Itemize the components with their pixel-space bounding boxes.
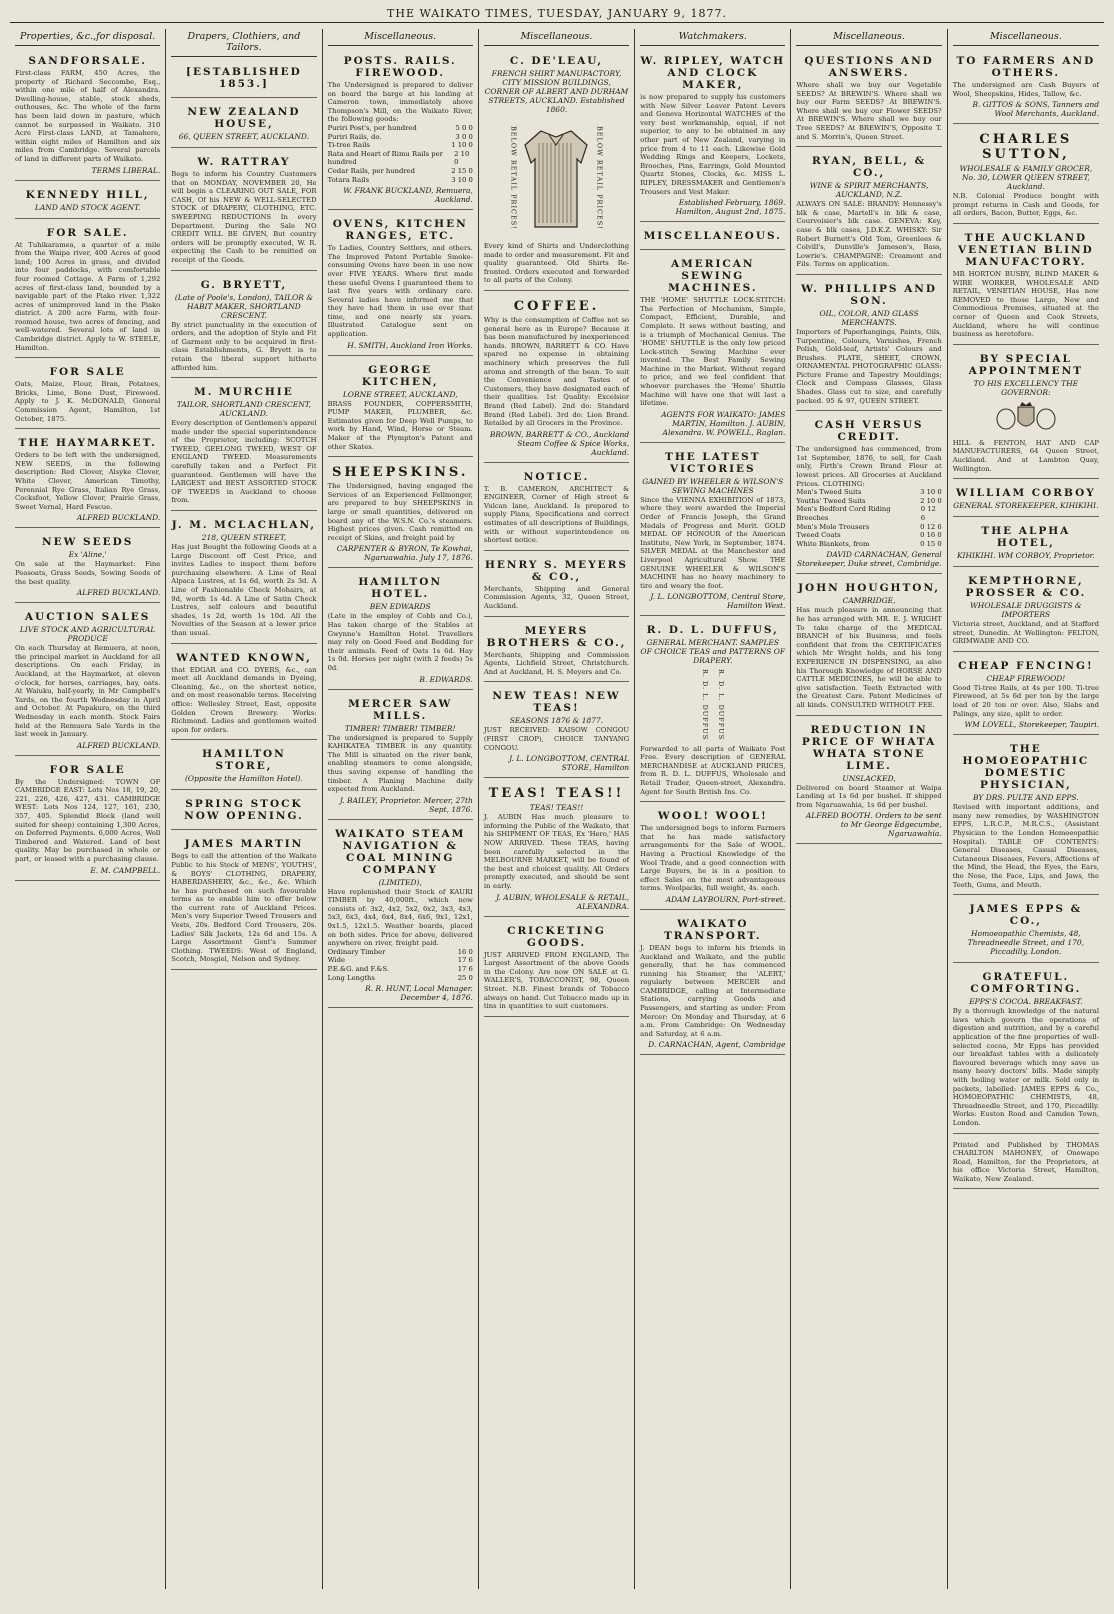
ad-body: Importers of Paperhangings, Paints, Oils, Turpentine, Colours, Varnishes, French Polish, Gold-leaf, Artists' Colours and Brushes. PLATE, SHEET, CROWN, ORNAMENTAL PHOTOGRAPHIC GLASS: Picture Frame and Tapestry Mouldings; Clock and Compass Glasses, Glass Shades. Glass cut to size, and carefully packed. 95 & 97, QUEEN STREET. xyxy=(796,327,942,405)
price-value: 0 12 6 xyxy=(920,505,936,522)
ad-signature: E. M. CAMPBELL. xyxy=(90,865,161,875)
ad-signature: W. FRANK BUCKLAND, Remuera, Auckland. xyxy=(343,186,473,205)
ad-title: WOOL! WOOL! xyxy=(657,810,768,823)
price-row xyxy=(328,948,473,957)
advertisement xyxy=(796,577,941,715)
advertisement xyxy=(796,50,941,147)
price-value: 17 6 xyxy=(457,965,473,974)
ad-title: THE HAYMARKET. xyxy=(18,437,157,450)
ad-title: M. MURCHIE xyxy=(194,386,294,399)
price-value: 5 0 0 xyxy=(455,123,473,132)
ad-subtitle: (LIMITED), xyxy=(378,877,422,887)
price-item: Totara Rails xyxy=(327,175,370,184)
price-value: 0 15 0 xyxy=(920,539,942,548)
ad-signature: TERMS LIBERAL. xyxy=(91,165,161,175)
price-item: Long Lengths xyxy=(327,973,375,982)
price-item: P.E.&G. and F.&S. xyxy=(327,965,389,974)
ad-title: FOR SALE xyxy=(49,763,126,776)
ad-body: The undersigned begs to inform Farmers that he has made satisfactory arrangements for the Sale of WOOL. Having a Practical Knowledge of the Wool Trade, and a good connection with Large Buyers, he is in a position to effect Sales on the most advantageous terms. Woolpacks, full weight, 4s. each. xyxy=(640,824,786,893)
advertisement xyxy=(328,50,473,210)
ad-subtitle: (Opposite the Hamilton Hotel). xyxy=(185,774,303,784)
ad-body: Merchants, Shipping and Commission Agents, Lichfield Street, Christchurch. And at Auckland, H. S. Meyers and Co. xyxy=(483,650,630,676)
ad-title: WAIKATO STEAM NAVIGATION & COAL MINING COMPANY xyxy=(335,827,466,876)
ad-title: AMERICAN SEWING MACHINES. xyxy=(668,258,758,295)
royal-crest-icon xyxy=(986,401,1066,435)
advertisement xyxy=(171,61,316,98)
ad-title: W. RATTRAY xyxy=(197,156,291,168)
ad-body: that EDGAR and CO. DYERS, &c., can meet all Auckland demands in Dyeing, Cleaning, &c., on the shortest notice, and on most reasonable terms. Receiving office: Wellesley Street, East, opposite Golden Crown Brewery. Works: Richmond. Ladies and gentlemen waited upon for orders. xyxy=(171,665,317,734)
advertisement xyxy=(640,50,785,222)
ad-body: By strict punctuality in the execution of orders, and the adoption of Style and Fit of Garment only to be acquired in first-class Establishments, G. Bryett is to retain the liberal support hitherto afforded him. xyxy=(171,320,317,372)
price-item: Ordinary Timber xyxy=(327,947,386,956)
ad-body: Merchants, Shipping and General Commission Agents, 32, Queen Street, Auckland. xyxy=(483,584,630,611)
ad-title: GEORGE KITCHEN, xyxy=(361,363,439,388)
ad-subtitle: FRENCH SHIRT MANUFACTORY, CITY MISSION BUILDINGS, CORNER OF ALBERT AND DURHAM STREETS, AUCKLAND. Established 1860. xyxy=(484,69,629,114)
price-value: 25 0 xyxy=(457,973,473,982)
ad-signature: B. EDWARDS. xyxy=(419,674,473,684)
ad-subtitle: GAINED BY WHEELER & WILSON'S SEWING MACHINES xyxy=(642,476,784,495)
ad-signature: H. SMITH, Auckland Iron Works. xyxy=(347,340,473,350)
ad-title: REDUCTION IN PRICE OF WHATA WHATA STONE LIME. xyxy=(801,723,937,772)
price-value: 3 0 0 xyxy=(455,132,473,141)
ad-subtitle: WHOLESALE DRUGGISTS & IMPORTERS xyxy=(970,601,1082,620)
ad-subtitle: LIVE STOCK AND AGRICULTURAL PRODUCE xyxy=(19,625,156,644)
advertisement xyxy=(953,966,1099,1133)
price-value: 3 10 0 xyxy=(451,175,473,184)
ad-title: W. RIPLEY, WATCH AND CLOCK MAKER, xyxy=(640,55,786,91)
advertisement xyxy=(953,738,1099,895)
price-row xyxy=(796,523,941,532)
ad-title: RYAN, BELL, & CO., xyxy=(812,155,927,180)
advertisement xyxy=(328,823,473,1009)
ad-body: By the Undersigned: TOWN OF CAMBRIDGE EAST: Lots Nos 18, 19, 20, 221, 226, 426, 427, 431. CAMBRIDGE WEST: Lots Nos 124, 127, 161, 230, 357, 405. Splendid Block (land well suited for sheep) containing 1,300 Acres, on Deferred Payments. 6,000 Acres, Well Timbered and Watered. Land of best quality. May be purchased in whole or part, or leased with a purchasing clause. xyxy=(15,777,161,864)
ad-title: SANDFORSALE. xyxy=(28,55,147,67)
price-row xyxy=(328,141,473,150)
price-row xyxy=(328,965,473,974)
advertisement xyxy=(796,150,941,275)
ad-body: J. AUBIN Has much pleasure to informing the Public of the Waikato, that his SHIPMENT OF TEAS, Ex 'Hero,' HAS NOW ARRIVED. These TEAS, having been carefully selected in the MELBOURNE MARKET, will be found of the best and choicest quality. All Orders promptly executed, and should be sent in early. xyxy=(483,813,630,890)
column-header: Miscellaneous. xyxy=(328,29,473,46)
ad-title: TO FARMERS AND OTHERS. xyxy=(956,55,1096,79)
price-row xyxy=(328,150,473,167)
ad-signature: ADAM LAYBOURN, Port-street. xyxy=(665,894,786,904)
ad-title: AUCTION SALES xyxy=(24,611,151,624)
ad-body: Has much pleasure in announcing that he has arranged with MR. E. J. WRIGHT To take charge of the MEDICAL BRANCH of his Business, and feels confident that from the CERTIFICATES which Mr Wright holds, and his long EXPERIENCE IN DISPENSING, as also his Thorough Knowledge of HORSE AND CATTLE MEDICINES, he will be able to give satisfaction. Teeth Extracted with the Greatest Care. Patent Medicines of all kinds. CONSULTED WITHOUT FEE. xyxy=(796,606,942,709)
ad-body: Where shall we buy our Vegetable SEEDS? At BREWIN'S. Where shall we buy our Farm SEEDS? At BREWIN'S. Where shall we buy our Flower SEEDS? At BREWIN'S. Where shall we buy our Tree SEEDS? At BREWIN'S, Opposite T. and S. Morrin's, Queen Street. xyxy=(796,81,942,141)
price-row xyxy=(328,124,473,133)
ad-title: MISCELLANEOUS. xyxy=(643,230,782,243)
price-row xyxy=(796,531,941,540)
ad-subtitle: BEN EDWARDS xyxy=(369,602,431,612)
ad-signature: DAVID CARNACHAN, General Storekeeper, Duke street, Cambridge. xyxy=(796,550,942,569)
advertisement xyxy=(953,127,1099,224)
ad-subtitle: WHOLESALE & FAMILY GROCER, No. 30, LOWER QUEEN STREET, Auckland. xyxy=(959,164,1093,192)
price-item: Puriri Post's, per hundred xyxy=(327,123,417,132)
ad-title: HENRY S. MEYERS & CO., xyxy=(484,558,628,583)
ad-body: Forwarded to all parts of Waikato Post Free. Every description of GENERAL MERCHANDISE at AUCKLAND PRICES, from R. D. L. DUFFUS, Wholesale and Retail Trader, Queen-street, Alexandra. Agent for South British Ins. Co. xyxy=(640,744,786,796)
ad-body: The Undersigned, having engaged the Services of an Experienced Fellmonger, are prepared to buy SHEEPSKINS in large or small quantities, delivered on board any of the W.S.N. Co.'s steamers. Highest prices given. Cash remitted on receipt of Skins, and freight paid by xyxy=(327,482,473,542)
ad-title: J. M. MCLACHLAN, xyxy=(171,519,317,532)
advertisement xyxy=(953,227,1099,345)
ad-title: POSTS. RAILS. FIREWOOD. xyxy=(343,55,457,79)
ad-title: [ESTABLISHED 1853.] xyxy=(186,66,302,90)
advertisement xyxy=(953,520,1099,567)
advertisement xyxy=(640,446,785,617)
advertisement xyxy=(15,184,160,219)
ad-title: CRICKETING GOODS. xyxy=(507,924,606,949)
ad-signature: CARPENTER & BYRON, Te Kowhai, Ngaruawahia. July 17, 1876. xyxy=(336,544,473,563)
column-7 xyxy=(948,29,1104,1589)
ad-signature: J. L. LONGBOTTOM, CENTRAL STORE, Hamilton xyxy=(509,754,630,773)
ad-title: NOTICE. xyxy=(523,470,590,483)
ad-body: MR HORTON BUSBY, BLIND MAKER & WIRE WORKER, WHOLESALE AND RETAIL, VENETIAN HOUSE, Has now REMOVED to those Large, New and Commodious Premises, situated at the corner of Queen and Cook Streets, Auckland, where he will continue business as heretofore. xyxy=(952,269,1099,339)
column-header: Properties, &c.,for disposal. xyxy=(15,29,160,46)
price-value: 17 6 xyxy=(457,956,473,965)
price-item: Ti-tree Rails xyxy=(327,141,370,150)
price-item: Men's Mole Trousers xyxy=(796,522,870,531)
ad-body: (Late in the employ of Cobb and Co.), Has taken charge of the Stables at Gwynne's Hamilton Hotel. Travellers may rely on Good Feed and Bedding for their animals. Feed of Oats 1s 6d. Hay 1s 0d. Horses per night (with 2 feeds) 5s 0d. xyxy=(327,612,473,672)
ad-title: MEYERS BROTHERS & CO., xyxy=(486,624,627,649)
ad-title: THE ALPHA HOTEL, xyxy=(981,525,1071,550)
advertisement xyxy=(484,294,629,463)
ad-title: KEMPTHORNE, PROSSER & CO. xyxy=(965,575,1087,600)
price-value: 0 16 0 xyxy=(920,531,942,540)
ad-subtitle: WINE & SPIRIT MERCHANTS, AUCKLAND, N.Z. xyxy=(809,181,929,200)
ad-body: J. DEAN begs to inform his friends in Auckland and Waikato, and the public generally, that he has commenced running his Steamer, the 'ALERT,' regularly between MERCER and CAMBRIDGE, calling at Intermediate Stations, carrying Goods and Passengers, and starting as under: From Mercer: On Monday and Thursday, at 6 a.m. From Cambridge: On Wednesday and Saturday, at 6 a.m. xyxy=(640,943,786,1038)
column-header: Drapers, Clothiers, and Tailors. xyxy=(171,29,316,57)
ad-title: FOR SALE. xyxy=(46,226,129,239)
ad-title: C. DE'LEAU, xyxy=(509,55,604,67)
ad-subtitle: BY DRS. PULTE AND EPPS. xyxy=(973,793,1079,803)
advertisement xyxy=(953,482,1099,517)
ad-subtitle: Ex 'Aline,' xyxy=(68,550,107,560)
advertisement xyxy=(484,554,629,617)
ad-subtitle: OIL, COLOR, AND GLASS MERCHANTS. xyxy=(819,308,919,327)
ad-body: The Undersigned is prepared to deliver on board the barge at his landing at Cameron town, immediately above Thompson's Mill, on the Waikato River, the following goods: xyxy=(327,81,473,124)
columns xyxy=(10,29,1104,1589)
ad-body: Oats, Maize, Flour, Bran, Potatoes, Bricks, Lime, Bone Dust, Firewood. Apply to J. K. McDONALD, General Commission Agent, Hamilton, 1st October, 1875. xyxy=(15,380,161,423)
column-header: Miscellaneous. xyxy=(953,29,1099,46)
ad-title: WANTED KNOWN, xyxy=(176,651,312,664)
column-2 xyxy=(166,29,322,1589)
masthead: THE WAIKATO TIMES, TUESDAY, JANUARY 9, 1877. xyxy=(10,6,1104,23)
ad-title: NEW ZEALAND HOUSE, xyxy=(187,106,301,130)
advertisement xyxy=(953,50,1099,124)
price-value: 2 15 0 xyxy=(451,166,473,175)
ad-body: ALWAYS ON SALE: BRANDY: Hennessy's blk & case, Martell's in blk & case, Courvoisier's blk case. GENEVA: Key, case & blk cases, J.D.K.Z. WHISKY: Sir Robert Burnett's Old Tom, Greenlees & Colvill's, Dunville's Jameson's, Bass, Lowrie's. CHAMPAGNE: Creamont and Fils. Terms on application. xyxy=(796,200,942,269)
ad-subtitle: KIHIKIHI. WM CORBOY, Proprietor. xyxy=(956,551,1095,561)
ad-signature: J. BAILEY, Proprietor. Mercer, 27th Sept, 1876. xyxy=(339,795,473,814)
ad-title: NEW SEEDS xyxy=(41,536,134,549)
advertisement xyxy=(640,805,785,910)
ad-title: COFFEE. xyxy=(513,298,600,314)
advertisement xyxy=(484,466,629,551)
ad-body: Have replenished their Stock of KAURI TIMBER by 40,000ft., which now consists of: 3x2, 4x2, 5x2, 6x2, 3x3, 4x3, 5x3, 6x3, 4x4, 6x4, 8x4, 6x6, 9x1, 12x1, 9x1.5, 12x1.5. Weather boards, placed on both sides. Price for above, delivered anywhere on river, freight paid. xyxy=(327,887,473,948)
ad-title: BY SPECIAL APPOINTMENT xyxy=(968,352,1084,377)
ad-body: Has just Bought the following Goods at a Large Discount off Cost Price, and invites Ladies to inspect them before purchasing elsewhere. A Line of Real Alpaca Lustres, at 1s 6d, worth 2s 3d. A Line of Fashionable Check Mohairs, at 9d, worth 1s 4d. A Line of Satin Check Lustres, self colours and beautiful shades, 1s 2d, worth 1s 10d. All the Novelties of the Season at a lower price than usual. xyxy=(171,543,317,637)
advertisement xyxy=(484,920,629,1017)
ad-signature: ALFRED BUCKLAND. xyxy=(76,513,161,523)
ad-subtitle: TAILOR, SHORTLAND CRESCENT, AUCKLAND. xyxy=(176,400,312,419)
ad-subtitle: EPPS'S COCOA. BREAKFAST. xyxy=(969,997,1083,1007)
ad-signature: AGENTS FOR WAIKATO: JAMES MARTIN, Hamilton. J. AUBIN, Alexandra. W. POWELL, Raglan. xyxy=(661,409,786,437)
price-row xyxy=(328,133,473,142)
advertisement xyxy=(15,50,160,181)
ad-subtitle: 218, QUEEN STREET, xyxy=(201,533,287,543)
advertisement xyxy=(171,743,316,790)
ad-signature: ALFRED BUCKLAND. xyxy=(76,588,161,598)
advertisement xyxy=(953,1137,1099,1190)
ad-title: QUESTIONS AND ANSWERS. xyxy=(804,55,934,79)
advertisement xyxy=(953,655,1099,735)
advertisement xyxy=(15,432,160,528)
ad-title: JAMES MARTIN xyxy=(184,838,304,851)
price-item: Cedar Rails, per hundred xyxy=(327,166,415,175)
advertisement xyxy=(171,381,316,511)
ad-signature: J. L. LONGBOTTOM, Central Store, Hamilton West. xyxy=(650,592,786,611)
advertisement xyxy=(484,685,629,778)
advertisement xyxy=(171,151,316,271)
ad-signature: B. GITTOS & SONS, Tanners and Wool Merchants, Auckland. xyxy=(972,100,1099,119)
side-caption-row xyxy=(640,669,785,740)
ad-subtitle: LORNE STREET, AUCKLAND, xyxy=(342,389,458,399)
ad-body: Begs to inform his Country Customers that on MONDAY, NOVEMBER 20, He will begin a CLEARING OUT SALE, FOR CASH, Of his NEW & WELL-SELECTED STOCK of DRAPERY, CLOTHING, ETC. SWEEPING REDUCTIONS In every Department. During the Sale NO CREDIT WILL BE GIVEN, But country orders will be promptly executed, W. R. expecting the Cash to be remitted on receipt of the Goods. xyxy=(171,170,317,264)
ad-body: HILL & FENTON, HAT AND CAP MANUFACTURERS, 64 Queen Street, Auckland. And at Lambton Quay, Wellington. xyxy=(952,438,1099,473)
ad-body: N.B. Colonial Produce bought with prompt returns in Cash and Goods, for all orders, Bacon, Butter, Eggs, &c. xyxy=(952,192,1099,218)
advertisement xyxy=(796,278,941,411)
ad-title: R. D. L. DUFFUS, xyxy=(646,624,779,637)
price-row xyxy=(796,497,941,506)
ad-body: To Ladies, Country Settlers, and others. The Improved Patent Portable Smoke-consuming Ovens have been in use now over FIVE YEARS. Where first made these useful Ovens I guaranteed them to last five years with ordinary care. Several ladies have informed me that they have had them in use over that time, and one nearly six years. Illustrated Catalogue sent on application. xyxy=(327,244,473,339)
ad-subtitle: SEASONS 1876 & 1877. xyxy=(509,716,604,726)
advertisement xyxy=(15,759,160,881)
advertisement xyxy=(171,793,316,830)
price-item: Youths' Tweed Suits xyxy=(796,496,866,505)
advertisement xyxy=(171,514,316,644)
advertisement xyxy=(171,833,316,970)
advertisement xyxy=(640,225,785,250)
advertisement xyxy=(171,647,316,741)
advertisement xyxy=(171,101,316,148)
ad-body: Orders to be left with the undersigned, NEW SEEDS, in the following description: Red Clover, Alsyke Clover, White Clover, American Timothy, Perennial Rye Grass, Italian Rye Grass, Cocksfoot, Yellow Clover, Prairie Grass, Sweet Vernal, Hard Fescue. xyxy=(15,451,161,511)
ad-subtitle: LAND AND STOCK AGENT. xyxy=(34,202,141,212)
column-3 xyxy=(323,29,479,1589)
ad-title: SPRING STOCK NOW OPENING. xyxy=(184,798,304,823)
ad-subtitle: TIMBER! TIMBER! TIMBER! xyxy=(344,723,456,733)
price-row xyxy=(328,176,473,185)
advertisement xyxy=(796,414,941,574)
shirt-illustration xyxy=(484,118,629,238)
price-item: Tweed Coats xyxy=(796,531,841,540)
ad-subtitle: TEAS! TEAS!! xyxy=(529,803,584,813)
price-value: 1 10 0 xyxy=(451,141,473,150)
ad-title: CHARLES SUTTON, xyxy=(979,132,1073,163)
ad-title: JAMES EPPS & CO., xyxy=(969,903,1083,928)
advertisement xyxy=(953,348,1099,479)
price-value: 3 10 0 xyxy=(920,488,942,497)
price-item: Wide xyxy=(327,956,345,965)
price-value: 2 10 0 xyxy=(454,149,470,167)
ad-title: MERCER SAW MILLS. xyxy=(348,697,453,722)
side-caption-left: R. D. L. DUFFUS xyxy=(700,669,709,741)
ad-title: NEW TEAS! NEW TEAS! xyxy=(492,690,621,715)
ad-body: Every kind of Shirts and Underclothing made to order and measurement. Fit and quality guaranteed. Old Shirts Re-fronted. Orders executed and forwarded to all parts of the Colony. xyxy=(483,242,630,285)
price-item: Puriri Rails, do. xyxy=(327,132,382,141)
ad-body: Good Ti-tree Rails, at 4s per 100. Ti-tree Firewood, at 5s 6d per ton by the large load of 20 ton or over. Also, Slabs and Palings, any size, split to order. xyxy=(952,683,1099,718)
ad-body: First-class FARM, 450 Acres, the property of Richard Seccombe, Esq., within one mile of half of Alexandra. Dwelling-house, stable, stock sheds, outhouses, &c. The whole of the farm has been laid down in pasture, which cannot be surpassed in Waikato. 310 Acre First-class LAND, at Tamahere, within eight miles of Hamilton and six miles from Cambridge. Several parcels of land in different parts of Waikato. xyxy=(15,69,161,163)
advertisement xyxy=(328,359,473,458)
column-header: Watchmakers. xyxy=(640,29,785,46)
ad-subtitle: (Late of Poole's, London), TAILOR & HABIT MAKER, SHORTLAND CRESCENT. xyxy=(174,292,313,320)
side-caption-left: BELOW RETAIL PRICES! xyxy=(509,126,518,230)
ad-title: CASH VERSUS CREDIT. xyxy=(814,419,924,444)
ad-signature: BROWN, BARRETT & CO., Auckland Steam Coffee & Spice Works, Auckland. xyxy=(489,429,630,457)
ad-signature: Established February, 1869. Hamilton, August 2nd, 1875. xyxy=(675,198,786,217)
column-6 xyxy=(791,29,947,1589)
ad-title: TEAS! TEAS!! xyxy=(488,786,625,802)
advertisement xyxy=(328,571,473,689)
ad-signature: J. AUBIN, WHOLESALE & RETAIL, ALEXANDRA. xyxy=(496,892,630,911)
price-value: 2 10 0 xyxy=(920,496,942,505)
price-value: 16 0 xyxy=(457,947,473,956)
advertisement xyxy=(15,606,160,756)
advertisement xyxy=(15,361,160,429)
ad-body: Since the VIENNA EXHIBITION of 1873, where they were awarded the Imperial Order of Francis Joseph, the Grand Medals of Progress and Merit. GOLD MEDAL OF HONOUR of the American Institute, New York, in September, 1874. SILVER MEDAL at the Manchester and Liverpool Agricultural Show. THE GENUINE WHEELER & WILSON'S MACHINE has no heavy machinery to tire and weary the foot. xyxy=(640,495,786,590)
advertisement xyxy=(484,620,629,683)
ad-body: On sale at the Haymarket: Fine Peasoats, Grass Seeds, Sowing Seeds of the best quality. xyxy=(15,560,161,586)
side-caption-right: R. D. L. DUFFUS xyxy=(716,669,725,741)
ad-body: At Tuhikaramea, a quarter of a mile from the Waipa river, 400 Acres of good land; 100 Acres in grass, and divided into four paddocks, with comfortable four roomed Cottage. A Farm of 1,292 acres of first-class land, bounded by a navigable part of the Piako river. 1,322 acres of unimproved land in the Piako district. A 200 acre Farm, with four-roomed house, two acres of fencing, and well-watered. Several lots of land in Cambridge district. Apply to W. STEELE, Hamilton. xyxy=(15,240,161,352)
ad-title: THE HOMOEOPATHIC DOMESTIC PHYSICIAN, xyxy=(962,743,1090,792)
ad-title: JOHN HOUGHTON, xyxy=(798,582,941,595)
column-5 xyxy=(635,29,791,1589)
price-row xyxy=(796,540,941,549)
price-item: White Blankets, from xyxy=(796,539,870,548)
advertisement xyxy=(171,274,316,379)
ad-title: FOR SALE xyxy=(49,366,126,379)
ad-body: Begs to call the attention of the Waikato Public to his Stock of MENS', YOUTHS', & BOYS' CLOTHING, DRAPERY, HABERDASHERY, &c., &c., &c. Which he has purchased on such favourable terms as to enable him to offer below the current rate of Auckland Prices. Men's very Superior Tweed Trousers and Vests, 20s. Bedford Cord Trousers, 20s. Ladies' Silk Jackets, 12s 6d and 15s. A Large Assortment Gent's Summer Clothing. TWEEDS: West of England, Scotch, Mosgiel, Nelson and Sydney. xyxy=(171,852,317,964)
ad-title: WILLIAM CORBOY xyxy=(955,487,1096,500)
column-1 xyxy=(10,29,166,1589)
ad-title: HAMILTON STORE, xyxy=(202,748,286,773)
ad-body: is now prepared to supply his customers with New Silver Leaver Patent Levers and Geneva Horizontal WATCHES of the very best workmanship, equal, if not superior, to any to be obtained in any other part of New Zealand, varying in price from 4 to 11 each. Likewise Gold Wedding Rings and Keepers, Lockets, Brooches, Pins, Earrings, Gold Mounted Quartz Stones, Clocks, &c. MISS L. RIPLEY, DRESSMAKER and Gentlemen's Trousers and Vest Maker. xyxy=(640,93,786,196)
ad-body: JUST ARRIVED FROM ENGLAND, The Largest Assortment of the above Goods in the Colony. Are now ON SALE at G. WALLER'S, TOBACCONIST, 98, Queen Street. N.B. Finest brands of Tobacco always on hand. Cut Tobacco made up in tins in quantities to suit customers. xyxy=(483,950,630,1011)
ad-title: W. PHILLIPS AND SON. xyxy=(801,282,937,307)
column-header: Miscellaneous. xyxy=(484,29,629,46)
ad-subtitle: GENERAL MERCHANT. SAMPLES OF CHOICE TEAS and PATTERNS OF DRAPERY. xyxy=(640,638,786,666)
price-item: Men's Tweed Suits xyxy=(796,488,862,497)
ad-signature: ALFRED BUCKLAND. xyxy=(76,740,161,750)
advertisement xyxy=(484,781,629,916)
advertisement xyxy=(328,693,473,820)
ad-body: Why is the consumption of Coffee not so general here as in Europe? Because it has been manufactured by inexperienced hands. BROWN, BARRETT & CO. Have spared no expense in obtaining machinery which preserves the full aroma and strength of the bean. To suit the Convenience and Tastes of Customers, they have designated each of their qualities. 1st Quality: Excelsior Brand (Red Label). 2nd do: Standard Brand (Red Label). 3rd do: Lion Brand. Retailed by all Grocers in the Province. xyxy=(483,315,630,428)
ad-title: GRATEFUL. COMFORTING. xyxy=(970,971,1082,996)
advertisement xyxy=(953,898,1099,963)
ad-body: THE 'HOME' SHUTTLE LOCK-STITCH: The Perfection of Mechanism, Simple, Compact, Efficient, Durable, and Complete. It sews without basting, and is a triumph of Mechanical Genius. The 'HOME' SHUTTLE is the only low priced Lock-stitch Sewing Machine ever invented. The Best Family Sewing Machine in the Market. Without regard to price, and we feel confident that whoever purchases the 'Home' Shuttle Machine will have one that will last a lifetime. xyxy=(640,296,786,408)
advertisement xyxy=(15,531,160,603)
price-row xyxy=(796,488,941,497)
ad-title: OVENS, KITCHEN RANGES, ETC. xyxy=(332,218,468,243)
ad-body: The undersigned has commenced, from 1st September, 1876, to sell, for Cash only, Firth's Crown Brand Flour at lowest prices. All Groceries at Auckland Prices. CLOTHING: xyxy=(796,445,942,488)
column-4 xyxy=(479,29,635,1589)
price-value: 0 12 6 xyxy=(920,522,942,531)
ad-body: T. B. CAMERON, ARCHITECT & ENGINEER, Corner of High street & Vulcan lane, Auckland. Is prepared to supply Plans, Specifications and correct estimates of all descriptions of Buildings, with or without superintendence on shortest notice. xyxy=(483,484,630,545)
advertisement xyxy=(328,213,473,356)
ad-subtitle: TO HIS EXCELLENCY THE GOVERNOR: xyxy=(973,378,1079,397)
advertisement xyxy=(328,460,473,568)
ad-subtitle: 66, QUEEN STREET, AUCKLAND. xyxy=(178,132,310,141)
price-row xyxy=(328,956,473,965)
ad-subtitle: CAMBRIDGE, xyxy=(842,596,896,606)
ad-title: KENNEDY HILL, xyxy=(25,188,150,201)
price-item: Men's Bedford Cord Riding Breeches xyxy=(796,505,891,522)
advertisement xyxy=(640,619,785,802)
ad-title: CHEAP FENCING! xyxy=(958,659,1094,672)
ad-title: THE AUCKLAND VENETIAN BLIND MANUFACTORY. xyxy=(957,231,1094,268)
ad-signature: D. CARNACHAN, Agent, Cambridge xyxy=(648,1040,786,1050)
ad-body: Delivered on board Steamer at Waipa Landing at 1s 6d per bushel. If shipped from Ngaruawahia, 1s 6d per bushel. xyxy=(796,783,942,809)
ad-title: THE LATEST VICTORIES xyxy=(665,450,761,475)
ad-subtitle: UNSLACKED, xyxy=(842,773,896,783)
ad-body: Revised with important additions, and many new remedies, by WASHINGTON EPPS, L.R.C.P., M.R.C.S., (Assistant Physician to the London Homoeopathic Hospital). TABLE OF CONTENTS: General Diseases, Casual Diseases, Cutaneous Diseases, Fevers, Affections of the Mind, the Head, the Eyes, the Ears, the Nose, the Face, Lips, and Jaws, the Teeth, Gums, and Mouth. xyxy=(952,803,1099,889)
newspaper-page xyxy=(10,6,1104,1598)
ad-title: G. BRYETT, xyxy=(200,278,288,291)
ad-body: By a thorough knowledge of the natural laws which govern the operations of digestion and nutrition, and by a careful application of the fine properties of well-selected cocoa, Mr Epps has provided our breakfast tables with a delicately flavoured beverage which may save us many heavy doctors' bills. Made simply with boiling water or milk. Sold only in packets, labelled: JAMES EPPS & Co., HOMOEOPATHIC CHEMISTS, 48, Threadneedle Street, and 170, Piccadilly. Works: Euston Road and Camden Town, London. xyxy=(952,1007,1099,1127)
ad-body: JUST RECEIVED: KAISOW CONGOU (FIRST CROP), CHOICE TANYANG CONGOU. xyxy=(483,726,630,752)
price-row xyxy=(796,505,941,522)
ad-title: WAIKATO TRANSPORT. xyxy=(663,917,762,942)
ad-signature: R. R. HUNT, Local Manager. December 4, 1876. xyxy=(365,984,473,1003)
ad-title: HAMILTON HOTEL. xyxy=(358,576,443,601)
side-caption-right: BELOW RETAIL PRICES! xyxy=(595,126,604,230)
ad-subtitle: GENERAL STOREKEEPER, KIHIKIHI. xyxy=(953,501,1099,511)
ad-body: Every description of Gentlemen's apparel made under the special superintendence of the Proprietor, including: SCOTCH TWEED, GEELONG TWEED, WEST OF ENGLAND TWEED. Measurements carefully taken and a Perfect Fit guaranteed. Gentlemen will have the LARGEST and BEST ASSORTED STOCK OF TWEEDS in Auckland to choose from. xyxy=(171,419,317,505)
ad-signature: ALFRED BOOTH. Orders to be sent to Mr George Edgecumbe, Ngaruawahia. xyxy=(805,811,942,839)
price-item: Rata and Heart of Rimu Rails per hundred xyxy=(327,149,443,167)
ad-body: The undersigned are Cash Buyers of Wool, Sheepskins, Hides, Tallow, &c. xyxy=(952,81,1099,98)
column-header: Miscellaneous. xyxy=(796,29,941,46)
ad-body: Victoria street, Auckland, and at Stafford street, Dunedin. At Wellington: FELTON, GRIMWADE AND CO. xyxy=(952,620,1099,646)
ad-signature: WM LOVELL, Storekeeper, Taupiri. xyxy=(964,720,1099,730)
shirt-illustration-icon xyxy=(521,123,591,233)
ad-body: BRASS FOUNDER, COPPERSMITH, PUMP MAKER, PLUMBER, &c. Estimates given for Deep Well Pumps, to work by Hand, Wind, Horse or Steam. Maker of the Plympton's Patent and other Skates. xyxy=(327,399,473,451)
ad-subtitle: CHEAP FIREWOOD! xyxy=(986,673,1066,683)
ad-title: SHEEPSKINS. xyxy=(332,465,469,481)
advertisement xyxy=(484,50,629,291)
ad-body: Printed and Published by THOMAS CHARLTON MAHONEY, of Onewapo Road, Hamilton, for the Proprietors, at his office Victoria Street, Hamilton, Waikato, New Zealand. xyxy=(952,1140,1099,1183)
advertisement xyxy=(640,253,785,443)
ad-subtitle: Homoeopathic Chemists, 48, Threadneedle Street, and 170, Piccadilly, London. xyxy=(967,929,1085,957)
ad-body: On each Thursday at Remuera, at noon, the principal market in Auckland for all descriptions. On each Friday, in Auckland, at the Haymarket, at eleven o'clock, for horses, carriages, hay, oats. At Waiuku, half-yearly, in Mr Campbell's Yards, on the fourth Wednesday in April and October. At Papakura, on the third Wednesday in each month. Stock Fairs held at the Remuera Sale Yards in the last week in January. xyxy=(15,644,161,739)
advertisement xyxy=(640,913,785,1056)
advertisement xyxy=(15,222,160,359)
crest-wrap xyxy=(953,401,1099,435)
price-row xyxy=(328,167,473,176)
ad-body: The undersigned is prepared to Supply KAHIKATEA TIMBER in any quantity. The Mill is situated on the river bank, enabling steamers to come alongside, thus saving expense of handling the timber. A Planing Machine daily expected from Auckland. xyxy=(327,733,473,794)
advertisement xyxy=(953,570,1099,652)
price-row xyxy=(328,974,473,983)
advertisement xyxy=(796,719,941,845)
